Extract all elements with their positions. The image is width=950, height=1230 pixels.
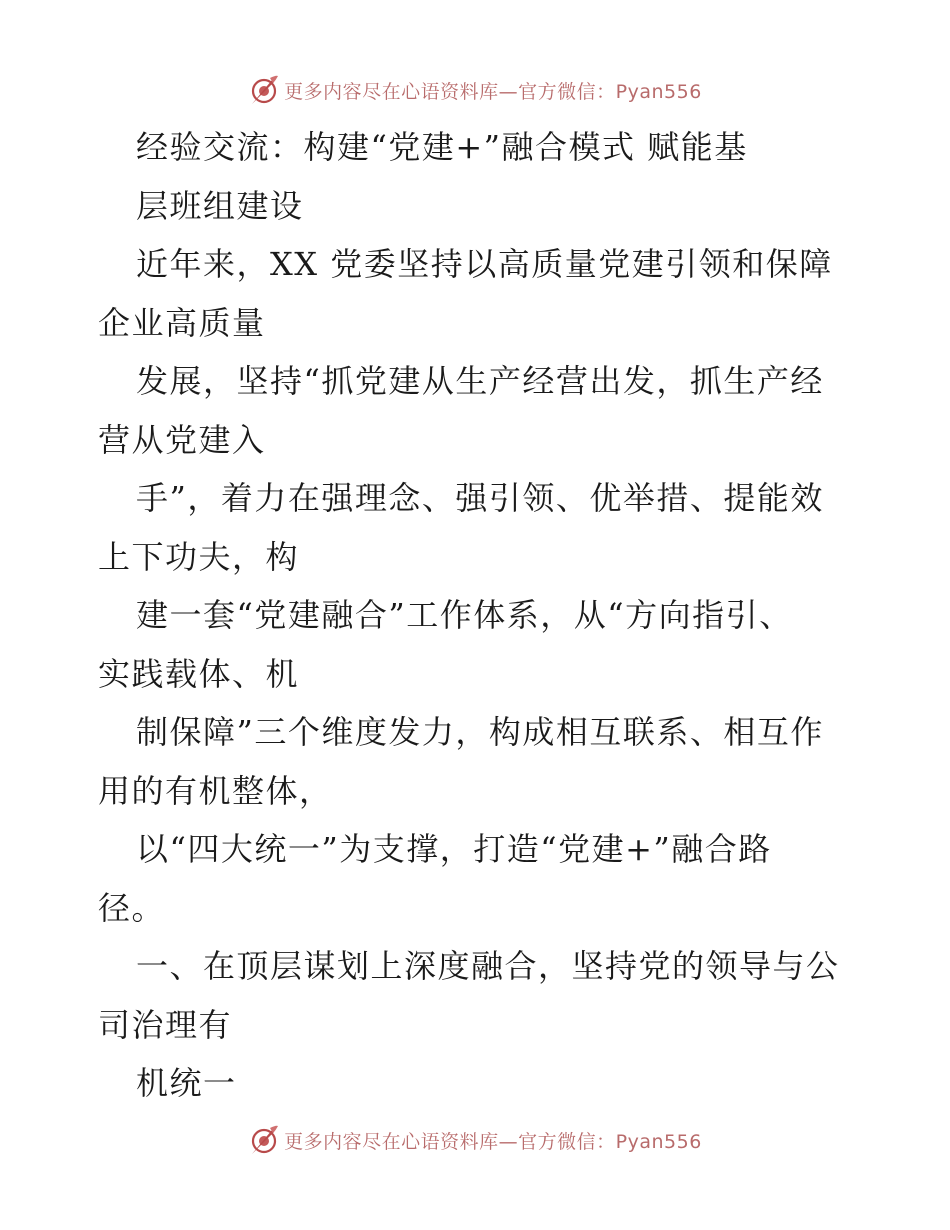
- footer-watermark-banner: [0, 1120, 950, 1160]
- paragraph-line: 用的有机整体，: [98, 771, 333, 810]
- paragraph-line: 手”，着力在强理念、强引领、优举措、提能效: [136, 479, 824, 517]
- doc-title-line-2: 层班组建设: [136, 186, 304, 225]
- header-watermark-banner: [0, 70, 950, 110]
- quill-seal-icon: [248, 74, 280, 106]
- paragraph-line: 实践载体、机: [98, 654, 300, 693]
- watermark-text: 更多内容尽在心语资料库—官方微信：Pyan556: [284, 80, 702, 103]
- watermark-text: 更多内容尽在心语资料库—官方微信：Pyan556: [284, 1130, 702, 1153]
- doc-title-line-1: 经验交流：构建“党建+”融合模式 赋能基: [136, 128, 748, 166]
- watermark-group: [248, 1124, 702, 1156]
- watermark-group: [248, 74, 702, 106]
- section-heading-line: 机统一: [136, 1064, 237, 1102]
- paragraph-line: 建一套“党建融合”工作体系，从“方向指引、: [136, 596, 793, 634]
- quill-seal-icon: [248, 1124, 280, 1156]
- document-body: [98, 118, 858, 1113]
- section-heading-line: 司治理有: [98, 1005, 233, 1044]
- paragraph-line: 营从党建入: [98, 420, 266, 459]
- paragraph-line: 制保障”三个维度发力，构成相互联系、相互作: [136, 713, 824, 751]
- paragraph-line: 上下功夫，构: [98, 537, 300, 576]
- paragraph-line: 企业高质量: [98, 303, 266, 342]
- paragraph-line: 径。: [98, 888, 166, 927]
- paragraph-line: 近年来，XX 党委坚持以高质量党建引领和保障: [136, 245, 833, 283]
- section-heading-line: 一、在顶层谋划上深度融合，坚持党的领导与公: [136, 947, 840, 985]
- paragraph-line: 以“四大统一”为支撑，打造“党建+”融合路: [136, 830, 772, 868]
- paragraph-line: 发展，坚持“抓党建从生产经营出发，抓生产经: [136, 362, 824, 400]
